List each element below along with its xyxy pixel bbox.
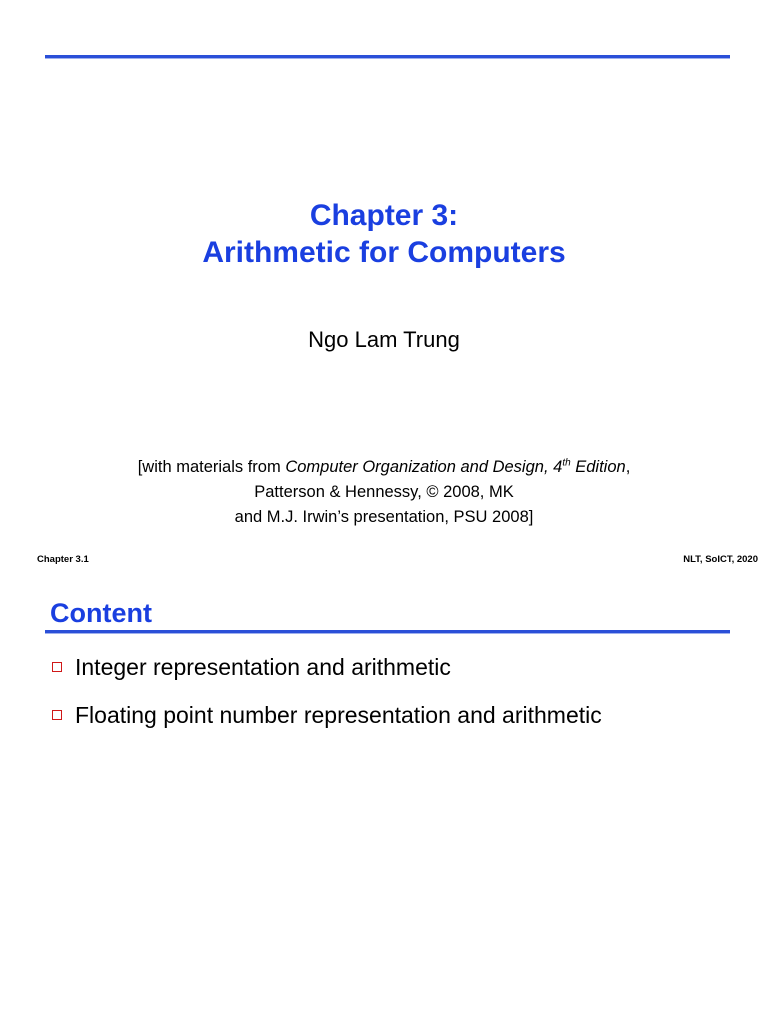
- bullet-text: Integer representation and arithmetic: [75, 653, 451, 680]
- square-bullet-icon: [52, 710, 62, 720]
- book-title: Computer Organization and Design, 4th Edition: [285, 457, 626, 476]
- bullet-list: [52, 652, 602, 748]
- heading-rule: [45, 630, 730, 634]
- credits-line-1: [0, 455, 768, 480]
- edition-superscript: th: [562, 457, 571, 469]
- credits-line-3: and M.J. Irwin’s presentation, PSU 2008]: [234, 508, 534, 526]
- author-name: Ngo Lam Trung: [308, 327, 460, 352]
- title-line-1: Chapter 3:: [309, 199, 459, 232]
- credits-line-2: Patterson & Hennessy, © 2008, MK: [254, 483, 514, 501]
- title-line-2: Arithmetic for Computers: [202, 236, 566, 269]
- slide-title: [0, 197, 768, 271]
- footer-credit: NLT, SoICT, 2020: [683, 554, 758, 565]
- content-heading: Content: [50, 598, 152, 628]
- credits: [0, 455, 768, 530]
- top-rule: [45, 55, 730, 59]
- credits-suffix: ,: [625, 458, 631, 476]
- list-item: [52, 652, 602, 682]
- square-bullet-icon: [52, 662, 62, 672]
- list-item: [52, 700, 602, 730]
- content-slide: [0, 572, 768, 1024]
- bullet-text: Floating point number representation and arithmetic: [75, 701, 602, 728]
- credits-prefix: [with materials from: [137, 458, 286, 476]
- footer-slide-number: Chapter 3.1: [37, 554, 89, 565]
